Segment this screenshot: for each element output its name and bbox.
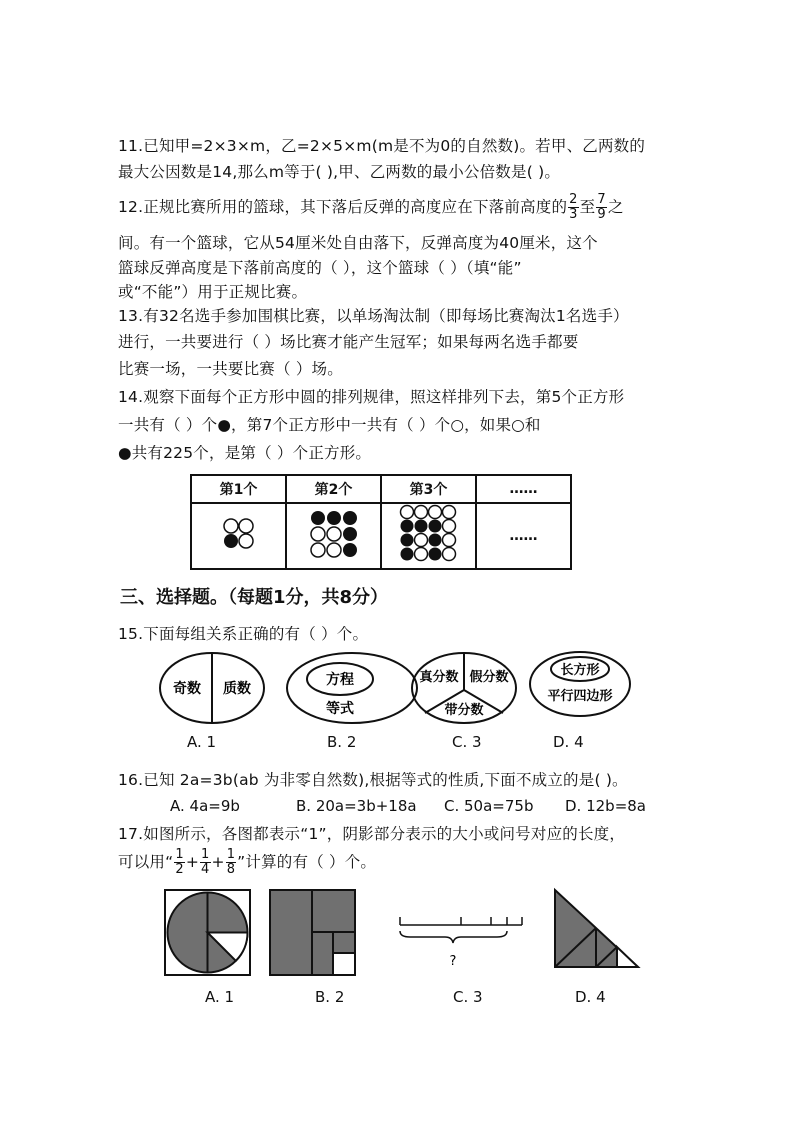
q16-choice-b[interactable]: B. 20a=3b+18a	[296, 797, 417, 815]
q11-line2: 最大公因数是14,那么m等于( ),甲、乙两数的最小公倍数是( )。	[118, 163, 561, 181]
section-title: 三、选择题。（每题1分，共8分）	[120, 587, 389, 608]
frac-num: 2	[569, 192, 578, 207]
pattern-table	[190, 474, 572, 570]
q15-choice-a[interactable]: A. 1	[187, 733, 217, 751]
label-odd: 奇数	[173, 681, 201, 697]
q12-line1-text: 12.正规比赛所用的篮球，其下落后反弹的高度应在下落前高度的	[118, 198, 568, 216]
circle-pattern-2	[308, 508, 360, 560]
q16-line1: 16.已知 2a=3b(ab 为非零自然数),根据等式的性质,下面不成立的是( )。	[118, 771, 628, 789]
q15-line1: 15.下面每组关系正确的有（ ）个。	[118, 625, 369, 643]
frac-num: 1	[226, 847, 236, 862]
diagram-odd-prime	[160, 653, 264, 723]
figure-line-segment	[400, 917, 522, 969]
q17-choice-d[interactable]: D. 4	[575, 988, 606, 1006]
q12-line1	[118, 193, 624, 222]
circle-pattern-1	[219, 514, 259, 554]
q17-line1: 17.如图所示，各图都表示“1”，阴影部分表示的大小或问号对应的长度，	[118, 825, 626, 843]
q13-line3: 比赛一场，一共要比赛（ ）场。	[118, 360, 343, 378]
fraction-1-8	[226, 848, 236, 877]
q13-line1: 13.有32名选手参加围棋比赛，以单场淘汰制（即每场比赛淘汰1名选手）	[118, 307, 629, 325]
diagram-fractions	[412, 653, 516, 723]
q17-line2	[118, 848, 376, 877]
table-header: 第3个	[381, 475, 476, 503]
frac-num: 1	[201, 847, 210, 862]
q14-line2: 一共有（ ）个●，第7个正方形中一共有（ ）个○，如果○和	[118, 416, 541, 434]
frac-num: 1	[175, 847, 184, 862]
frac-den: 4	[201, 862, 210, 877]
diagram-equation	[287, 653, 417, 723]
plus-sign: +	[211, 853, 225, 871]
table-header: ……	[476, 475, 571, 503]
q15-choice-c[interactable]: C. 3	[452, 733, 482, 751]
set-diagrams	[155, 650, 635, 730]
circle-pattern-3	[399, 504, 459, 564]
q17-choice-a[interactable]: A. 1	[205, 988, 235, 1006]
q16-choice-c[interactable]: C. 50a=75b	[444, 797, 534, 815]
frac-den: 8	[226, 862, 236, 877]
fraction-1-2	[174, 848, 184, 877]
q12-line2: 间。有一个篮球，它从54厘米处自由落下，反弹高度为40厘米，这个	[118, 234, 598, 252]
q17-choice-c[interactable]: C. 3	[453, 988, 483, 1006]
label-rectangle: 长方形	[560, 663, 600, 678]
q13-line2: 进行，一共要进行（ ）场比赛才能产生冠军；如果每两名选手都要	[118, 333, 579, 351]
q15-choice-b[interactable]: B. 2	[327, 733, 357, 751]
q15-choice-d[interactable]: D. 4	[553, 733, 584, 751]
pattern-cell-2	[286, 503, 381, 569]
label-improper-fraction: 假分数	[469, 670, 509, 685]
q12-line1-end: 之	[607, 198, 624, 216]
q11-line1: 11.已知甲=2×3×m，乙=2×5×m(m是不为0的自然数)。若甲、乙两数的	[118, 137, 646, 155]
q12-to: 至	[579, 198, 596, 216]
frac-den: 9	[597, 207, 606, 222]
label-mixed-number: 带分数	[444, 703, 484, 718]
q14-line3: ●共有225个，是第（ ）个正方形。	[118, 444, 372, 462]
figure-circle	[165, 890, 250, 975]
diagram-rectangle	[530, 652, 630, 716]
figure-square	[270, 890, 355, 975]
q16-choice-a[interactable]: A. 4a=9b	[170, 797, 240, 815]
label-equation: 方程	[326, 672, 354, 688]
label-parallelogram: 平行四边形	[547, 689, 613, 704]
q16-choice-d[interactable]: D. 12b=8a	[565, 797, 646, 815]
q17-choice-b[interactable]: B. 2	[315, 988, 345, 1006]
figure-triangle	[555, 890, 638, 967]
fraction-7-9	[596, 193, 606, 222]
frac-den: 3	[569, 207, 578, 222]
q14-line1: 14.观察下面每个正方形中圆的排列规律，照这样排列下去，第5个正方形	[118, 388, 625, 406]
label-equality: 等式	[326, 701, 354, 717]
question-mark: ?	[449, 954, 457, 969]
pattern-cell-1	[191, 503, 286, 569]
pattern-cell-3	[381, 503, 476, 569]
frac-num: 7	[597, 192, 606, 207]
plus-sign: +	[185, 853, 200, 871]
fraction-2-3	[568, 193, 578, 222]
table-header: 第2个	[286, 475, 381, 503]
q17-line2-end: ”计算的有（ ）个。	[237, 853, 377, 871]
pattern-cell-ellipsis: ……	[476, 503, 571, 569]
q17-figures	[160, 885, 650, 985]
q12-line4: 或“不能”）用于正规比赛。	[118, 283, 308, 301]
q17-line2-text: 可以用“	[118, 853, 174, 871]
label-proper-fraction: 真分数	[419, 670, 459, 685]
label-prime: 质数	[223, 681, 251, 697]
q12-line3: 篮球反弹高度是下落前高度的（ ），这个篮球（ ）（填“能”	[118, 259, 522, 277]
frac-den: 2	[175, 862, 184, 877]
fraction-1-4	[200, 848, 210, 877]
table-header: 第1个	[191, 475, 286, 503]
